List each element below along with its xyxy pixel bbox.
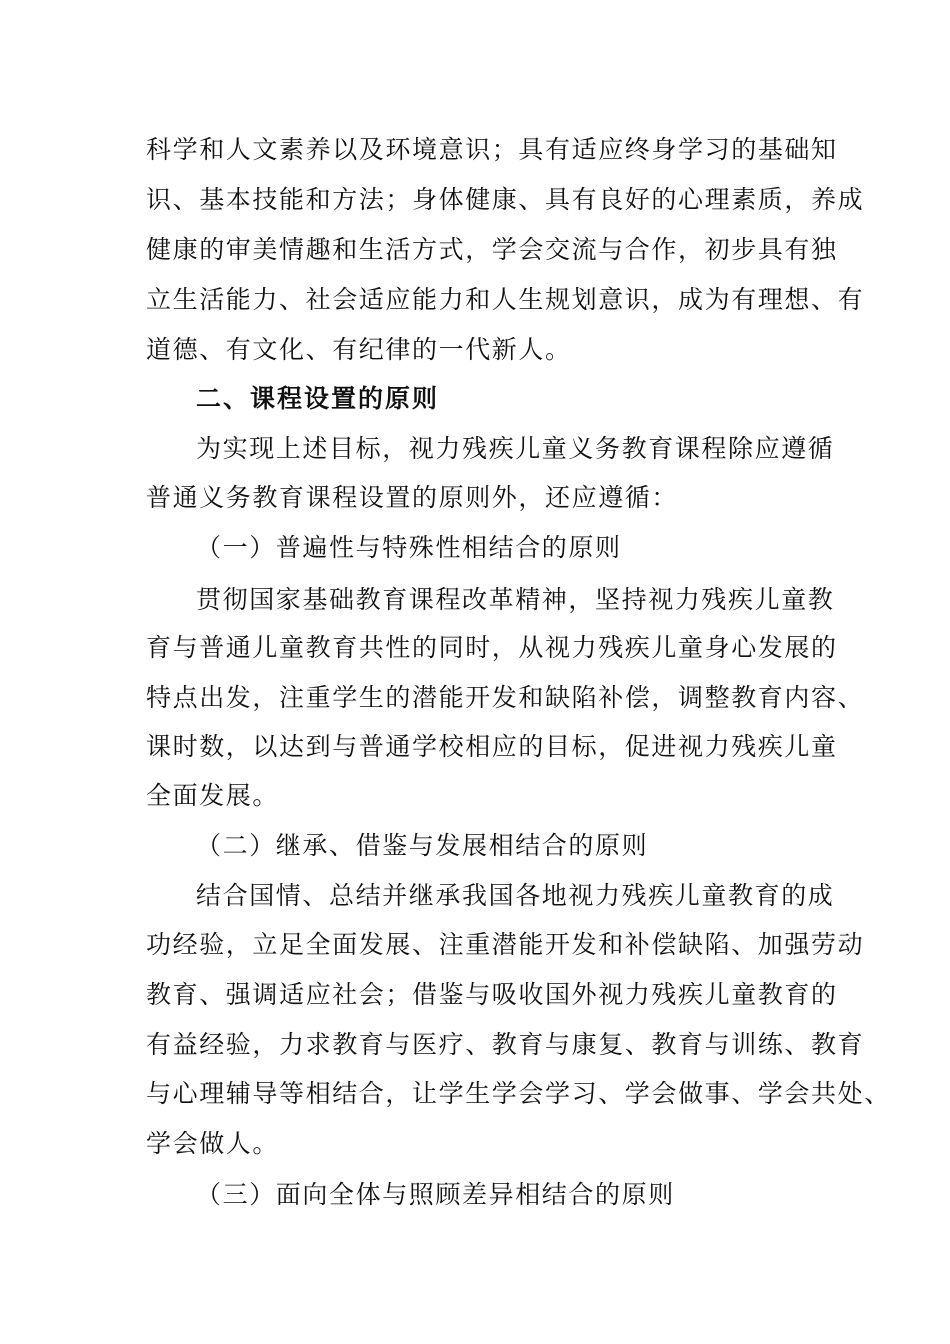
body-text-line: 贯彻国家基础教育课程改革精神，坚持视力残疾儿童教 bbox=[196, 585, 835, 614]
body-text-line: 育与普通儿童教育共性的同时，从视力残疾儿童身心发展的 bbox=[146, 633, 838, 662]
body-text-line: 全面发展。 bbox=[146, 781, 280, 810]
body-text-line: 结合国情、总结并继承我国各地视力残疾儿童教育的成 bbox=[196, 881, 835, 910]
body-text-line: 特点出发，注重学生的潜能开发和缺陷补偿，调整教育内容、 bbox=[146, 683, 865, 712]
subsection-heading: （二）继承、借鉴与发展相结合的原则 bbox=[196, 831, 649, 860]
body-text-line: 与心理辅导等相结合，让学生学会学习、学会做事、学会共处、 bbox=[146, 1079, 891, 1108]
section-heading: 二、课程设置的原则 bbox=[196, 384, 440, 413]
subsection-heading: （一）普遍性与特殊性相结合的原则 bbox=[196, 533, 622, 562]
body-text-line: 课时数，以达到与普通学校相应的目标，促进视力残疾儿童 bbox=[146, 732, 838, 761]
body-text-line: 识、基本技能和方法；身体健康、具有良好的心理素质，养成 bbox=[146, 185, 865, 214]
body-text-line: 学会做人。 bbox=[146, 1129, 280, 1158]
subsection-heading: （三）面向全体与照顾差异相结合的原则 bbox=[196, 1180, 675, 1209]
body-text-line: 立生活能力、社会适应能力和人生规划意识，成为有理想、有 bbox=[146, 285, 865, 314]
body-text-line: 有益经验，力求教育与医疗、教育与康复、教育与训练、教育 bbox=[146, 1030, 865, 1059]
body-text-line: 健康的审美情趣和生活方式，学会交流与合作，初步具有独 bbox=[146, 235, 838, 264]
body-text-line: 道德、有文化、有纪律的一代新人。 bbox=[146, 335, 572, 364]
body-text-line: 科学和人文素养以及环境意识；具有适应终身学习的基础知 bbox=[146, 135, 838, 164]
body-text-line: 功经验，立足全面发展、注重潜能开发和补偿缺陷、加强劳动 bbox=[146, 930, 865, 959]
body-text-line: 教育、强调适应社会；借鉴与吸收国外视力残疾儿童教育的 bbox=[146, 980, 838, 1009]
body-text-line: 为实现上述目标，视力残疾儿童义务教育课程除应遵循 bbox=[196, 434, 835, 463]
body-text-line: 普通义务教育课程设置的原则外，还应遵循： bbox=[146, 483, 679, 512]
